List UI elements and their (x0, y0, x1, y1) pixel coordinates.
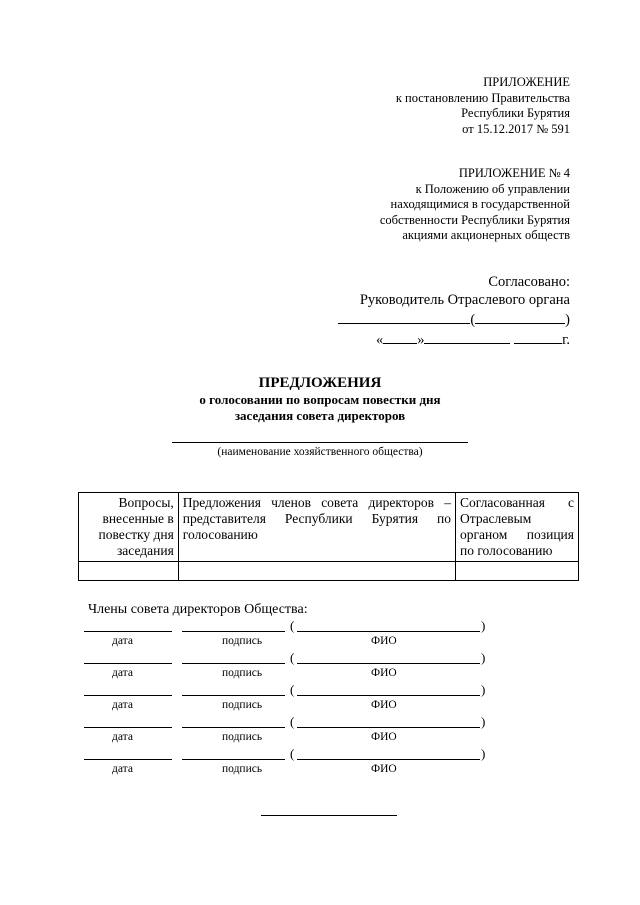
name-blank (297, 652, 480, 664)
approval-block (338, 273, 570, 349)
paren-close: ) (565, 312, 570, 328)
signature-label: подпись (222, 699, 263, 711)
name-label: ФИО (371, 731, 397, 743)
signature-row (84, 716, 494, 748)
approval-date-line (338, 329, 570, 349)
signature-label: подпись (222, 667, 263, 679)
name-blank (297, 716, 480, 728)
date-blank (84, 716, 172, 728)
date-label: дата (112, 699, 133, 711)
table-header-proposals: Предложения членов совета директоров – представителя Республики Бурятия по голосованию (178, 493, 455, 562)
date-blank (84, 748, 172, 760)
appendix-1-block (396, 75, 570, 137)
approval-position: Руководитель Отраслевого органа (359, 292, 570, 308)
signature-blank (338, 309, 470, 324)
paren-close: ) (481, 682, 486, 697)
table-cell (456, 562, 579, 581)
approval-label: Согласовано: (488, 274, 570, 290)
document-title-block (0, 374, 640, 459)
day-blank (383, 329, 417, 344)
name-blank (297, 684, 480, 696)
signature-blank (182, 748, 285, 760)
appendix-2-line: находящимися в государственной (390, 197, 570, 211)
paren-open: ( (470, 312, 476, 328)
appendix-2-block (380, 166, 570, 244)
approval-signature-line (338, 309, 570, 329)
paren-open: ( (290, 714, 295, 729)
voting-table (78, 492, 579, 581)
signature-label: подпись (222, 731, 263, 743)
appendix-1-line: Республики Бурятия (461, 106, 570, 120)
paren-close: ) (481, 746, 486, 761)
name-blank (475, 309, 565, 324)
appendix-2-line: к Положению об управлении (415, 181, 570, 196)
quote-open: « (375, 332, 384, 348)
name-blank (297, 748, 480, 760)
date-label: дата (112, 667, 133, 679)
company-name-blank (172, 428, 468, 443)
name-label: ФИО (371, 763, 397, 775)
appendix-1-title: ПРИЛОЖЕНИЕ (483, 75, 570, 89)
appendix-2-title: ПРИЛОЖЕНИЕ № 4 (458, 166, 570, 180)
date-blank (84, 684, 172, 696)
signature-label: подпись (222, 635, 263, 647)
table-header-questions: Вопросы, внесенные в повестку дня заседания (79, 493, 179, 562)
paren-open: ( (290, 650, 295, 665)
year-blank (514, 329, 562, 344)
table-header-position: Согласованная с Отраслевым органом позиция по голосованию (456, 493, 579, 562)
quote-close: » (417, 332, 425, 348)
appendix-1-line: от 15.12.2017 № 591 (462, 121, 570, 136)
name-label: ФИО (371, 667, 397, 679)
signature-row (84, 652, 494, 684)
date-blank (84, 652, 172, 664)
date-blank (84, 620, 172, 632)
bottom-divider-line (261, 815, 397, 816)
date-label: дата (112, 763, 133, 775)
table-header-row (79, 493, 579, 562)
members-title: Члены совета директоров Общества: (88, 602, 308, 617)
date-label: дата (112, 635, 133, 647)
signature-blank (182, 716, 285, 728)
signature-label: подпись (222, 763, 263, 775)
appendix-2-line: собственности Республики Бурятия (379, 212, 570, 227)
signature-row (84, 620, 494, 652)
paren-open: ( (290, 618, 295, 633)
appendix-2-line: акциями акционерных обществ (402, 228, 570, 242)
document-title: ПРЕДЛОЖЕНИЯ (258, 375, 382, 391)
table-row (79, 562, 579, 581)
table-cell (79, 562, 179, 581)
signature-row (84, 684, 494, 716)
signature-blank (182, 652, 285, 664)
signature-blank (182, 620, 285, 632)
document-subtitle-1: о голосовании по вопросам повестки дня (199, 392, 441, 407)
paren-open: ( (290, 682, 295, 697)
document-subtitle-2: заседания совета директоров (234, 408, 406, 423)
signature-row (84, 748, 494, 780)
name-label: ФИО (371, 699, 397, 711)
month-blank (424, 329, 510, 344)
paren-close: ) (481, 650, 486, 665)
paren-close: ) (481, 714, 486, 729)
table-cell (178, 562, 455, 581)
date-label: дата (112, 731, 133, 743)
paren-close: ) (481, 618, 486, 633)
paren-open: ( (290, 746, 295, 761)
name-label: ФИО (371, 635, 397, 647)
appendix-1-line: к постановлению Правительства (395, 90, 570, 105)
year-suffix: г. (562, 332, 570, 348)
signature-blank (182, 684, 285, 696)
name-blank (297, 620, 480, 632)
company-name-caption: (наименование хозяйственного общества) (217, 446, 423, 458)
